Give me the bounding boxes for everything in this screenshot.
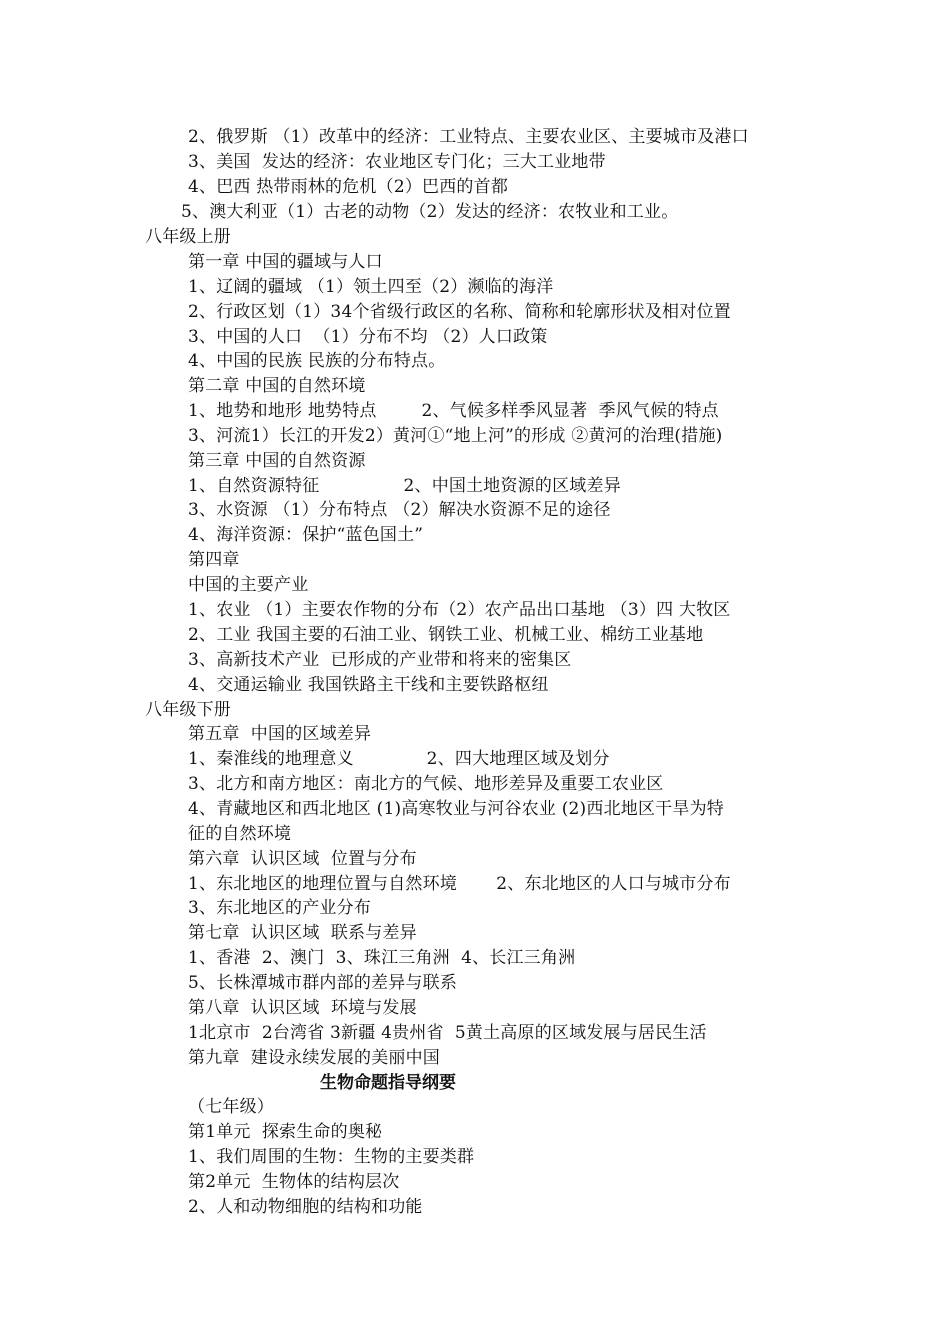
document-heading: 生物命题指导纲要	[320, 1073, 456, 1093]
text-line: 2、行政区划（1）34个省级行政区的名称、简称和轮廓形状及相对位置	[188, 302, 731, 322]
text-line: 1、东北地区的地理位置与自然环境 2、东北地区的人口与城市分布	[188, 874, 731, 894]
text-line: 3、美国 发达的经济：农业地区专门化；三大工业地带	[188, 152, 606, 172]
text-line: 3、中国的人口 （1）分布不均 （2）人口政策	[188, 327, 548, 347]
text-line: 5、长株潭城市群内部的差异与联系	[188, 973, 458, 993]
chapter-title: 第四章	[188, 550, 240, 570]
text-line: 4、青藏地区和西北地区 (1)高寒牧业与河谷农业 (2)西北地区干旱为特	[188, 799, 724, 819]
text-line: 1、我们周围的生物：生物的主要类群	[188, 1147, 475, 1167]
chapter-title: 第三章 中国的自然资源	[188, 451, 366, 471]
text-line: 1、香港 2、澳门 3、珠江三角洲 4、长江三角洲	[188, 948, 576, 968]
text-line: 3、河流1）长江的开发2）黄河①“地上河”的形成 ②黄河的治理(措施)	[188, 426, 723, 446]
text-line: 3、北方和南方地区：南北方的气候、地形差异及重要工农业区	[188, 774, 664, 794]
chapter-title: 第一章 中国的疆域与人口	[188, 252, 383, 272]
text-line: 2、工业 我国主要的石油工业、钢铁工业、机械工业、棉纺工业基地	[188, 625, 704, 645]
text-line: 1、农业 （1）主要农作物的分布（2）农产品出口基地 （3）四 大牧区	[188, 600, 731, 620]
text-line: 2、俄罗斯 （1）改革中的经济：工业特点、主要农业区、主要城市及港口	[188, 127, 749, 147]
text-line: 4、巴西 热带雨林的危机（2）巴西的首都	[188, 177, 509, 197]
text-line: 5、澳大利亚（1）古老的动物（2）发达的经济：农牧业和工业。	[181, 202, 679, 222]
text-line: 征的自然环境	[188, 824, 292, 844]
section-title: 八年级下册	[145, 700, 231, 720]
text-line: 1、秦淮线的地理意义 2、四大地理区域及划分	[188, 749, 610, 769]
grade-label: （七年级）	[188, 1097, 274, 1117]
chapter-title: 第六章 认识区域 位置与分布	[188, 849, 417, 869]
text-line: 1、地势和地形 地势特点 2、气候多样季风显著 季风气候的特点	[188, 401, 719, 421]
section-title: 八年级上册	[145, 227, 231, 247]
chapter-title: 第七章 认识区域 联系与差异	[188, 923, 417, 943]
chapter-title: 第五章 中国的区域差异	[188, 724, 372, 744]
text-line: 3、高新技术产业 已形成的产业带和将来的密集区	[188, 650, 572, 670]
text-line: 2、人和动物细胞的结构和功能	[188, 1197, 423, 1217]
unit-title: 第2单元 生物体的结构层次	[188, 1172, 400, 1192]
unit-title: 第1单元 探索生命的奥秘	[188, 1122, 383, 1142]
text-line: 4、中国的民族 民族的分布特点。	[188, 351, 446, 371]
text-line: 3、东北地区的产业分布	[188, 898, 372, 918]
chapter-title: 第八章 认识区域 环境与发展	[188, 998, 417, 1018]
text-line: 4、海洋资源：保护“蓝色国土”	[188, 525, 424, 545]
chapter-title: 第九章 建设永续发展的美丽中国	[188, 1048, 441, 1068]
chapter-title: 第二章 中国的自然环境	[188, 376, 366, 396]
text-line: 1北京市 2台湾省 3新疆 4贵州省 5黄土高原的区域发展与居民生活	[188, 1023, 707, 1043]
text-line: 4、交通运输业 我国铁路主干线和主要铁路枢纽	[188, 675, 549, 695]
chapter-subtitle: 中国的主要产业	[188, 575, 309, 595]
text-line: 1、辽阔的疆域 （1）领土四至（2）濒临的海洋	[188, 277, 554, 297]
text-line: 1、自然资源特征 2、中国土地资源的区域差异	[188, 476, 621, 496]
text-line: 3、水资源 （1）分布特点 （2）解决水资源不足的途径	[188, 500, 611, 520]
